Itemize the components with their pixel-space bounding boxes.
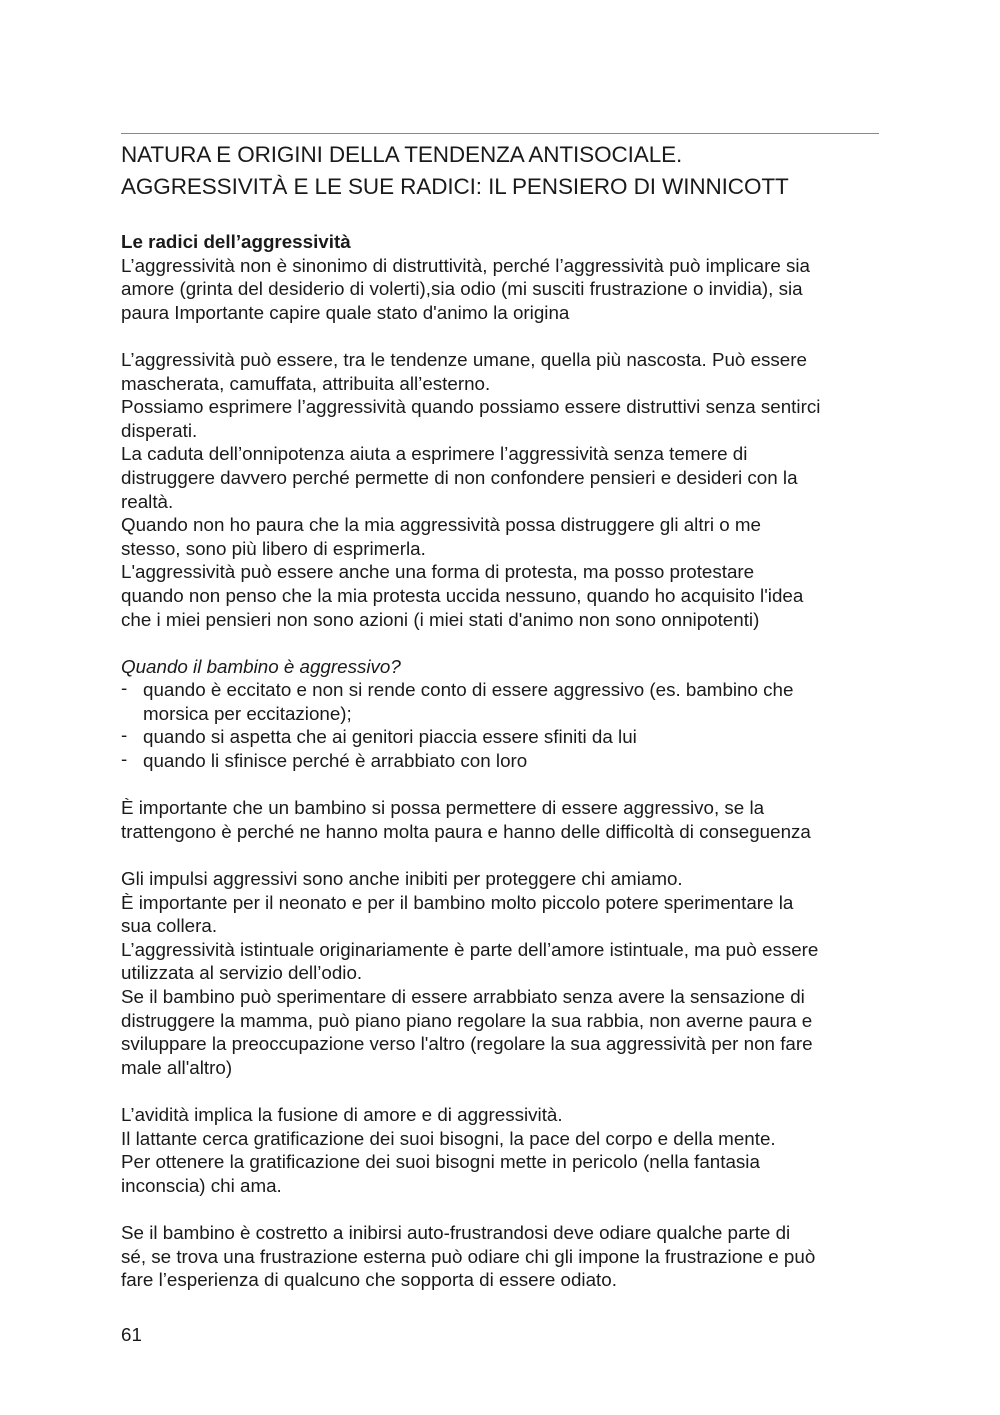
page-number: 61 xyxy=(121,1324,142,1345)
bullet-text: quando si aspetta che ai genitori piaccia essere sfiniti da lui xyxy=(143,726,637,748)
bullet-text: quando è eccitato e non si rende conto di essere aggressivo (es. bambino che morsica per eccitazione); xyxy=(143,679,794,724)
bullet-item xyxy=(121,749,891,773)
paragraph-spacer xyxy=(121,324,891,348)
bullet-item xyxy=(121,725,891,749)
paragraph-spacer xyxy=(121,1197,891,1221)
paragraph-4: Gli impulsi aggressivi sono anche inibiti per proteggere chi amiamo. È importante per il neonato e per il bambino molto piccolo potere sperimentare la sua collera. L’aggressività istintuale originariamente è parte dell’amore istintuale, ma può essere utilizzata al servizio dell’odio. Se il bambino può sperimentare di essere arrabbiato senza avere la sensazione di distruggere la mamma, può piano piano regolare la sua rabbia, non averne paura e sviluppare la preoccupazione verso l'altro (regolare la sua aggressività per non fare male all'altro) xyxy=(121,868,819,1078)
paragraph-spacer xyxy=(121,1079,891,1103)
header-rule xyxy=(121,133,879,134)
dash-bullet-icon: - xyxy=(121,748,128,770)
chapter-title-line-2: AGGRESSIVITÀ E LE SUE RADICI: IL PENSIERO DI WINNICOTT xyxy=(121,174,789,199)
chapter-title xyxy=(121,139,891,203)
dash-bullet-icon: - xyxy=(121,677,128,699)
bullet-text: quando li sfinisce perché è arrabbiato con loro xyxy=(143,750,528,772)
paragraph-spacer xyxy=(121,631,891,655)
dash-bullet-icon: - xyxy=(121,724,128,746)
chapter-title-line-1: NATURA E ORIGINI DELLA TENDENZA ANTISOCIALE. xyxy=(121,142,683,167)
paragraph-6: Se il bambino è costretto a inibirsi auto-frustrandosi deve odiare qualche parte di sé, se trova una frustrazione esterna può odiare chi gli impone la frustrazione e può fare l’esperienza di qualcuno che sopporta di essere odiato. xyxy=(121,1221,816,1291)
paragraph-1: L’aggressività non è sinonimo di distruttività, perché l’aggressività può implicare sia amore (grinta del desiderio di volerti),sia odio (mi susciti frustrazione o invidia), sia paura Importante capire quale stato d'animo la origina xyxy=(121,254,810,323)
section-heading: Le radici dell’aggressività xyxy=(121,231,351,252)
paragraph-2: L’aggressività può essere, tra le tendenze umane, quella più nascosta. Può essere mascherata, camuffata, attribuita all’esterno. Possiamo esprimere l’aggressività quando possiamo essere distruttivi senza sentirci disperati. La caduta dell’onnipotenza aiuta a esprimere l’aggressività senza temere di distruggere davvero perché permette di non confondere pensieri e desideri con la realtà. Quando non ho paura che la mia aggressività possa distruggere gli altri o me stesso, sono più libero di esprimerla. L'aggressività può essere anche una forma di protesta, ma posso protestare quando non penso che la mia protesta uccida nessuno, quando ho acquisito l'idea che i miei pensieri non sono azioni (i miei stati d'animo non sono onnipotenti) xyxy=(121,348,821,630)
question-heading: Quando il bambino è aggressivo? xyxy=(121,655,401,677)
bullet-list xyxy=(121,678,891,772)
paragraph-3: È importante che un bambino si possa permettere di essere aggressivo, se la trattengono è perché ne hanno molta paura e hanno delle difficoltà di conseguenza xyxy=(121,797,811,842)
bullet-item xyxy=(121,678,891,725)
paragraph-spacer xyxy=(121,773,891,797)
paragraph-spacer xyxy=(121,843,891,867)
paragraph-5: L’avidità implica la fusione di amore e di aggressività. Il lattante cerca gratificazione dei suoi bisogni, la pace del corpo e della mente. Per ottenere la gratificazione dei suoi bisogni mette in pericolo (nella fantasia inconscia) chi ama. xyxy=(121,1103,776,1196)
page-body xyxy=(121,230,891,1292)
